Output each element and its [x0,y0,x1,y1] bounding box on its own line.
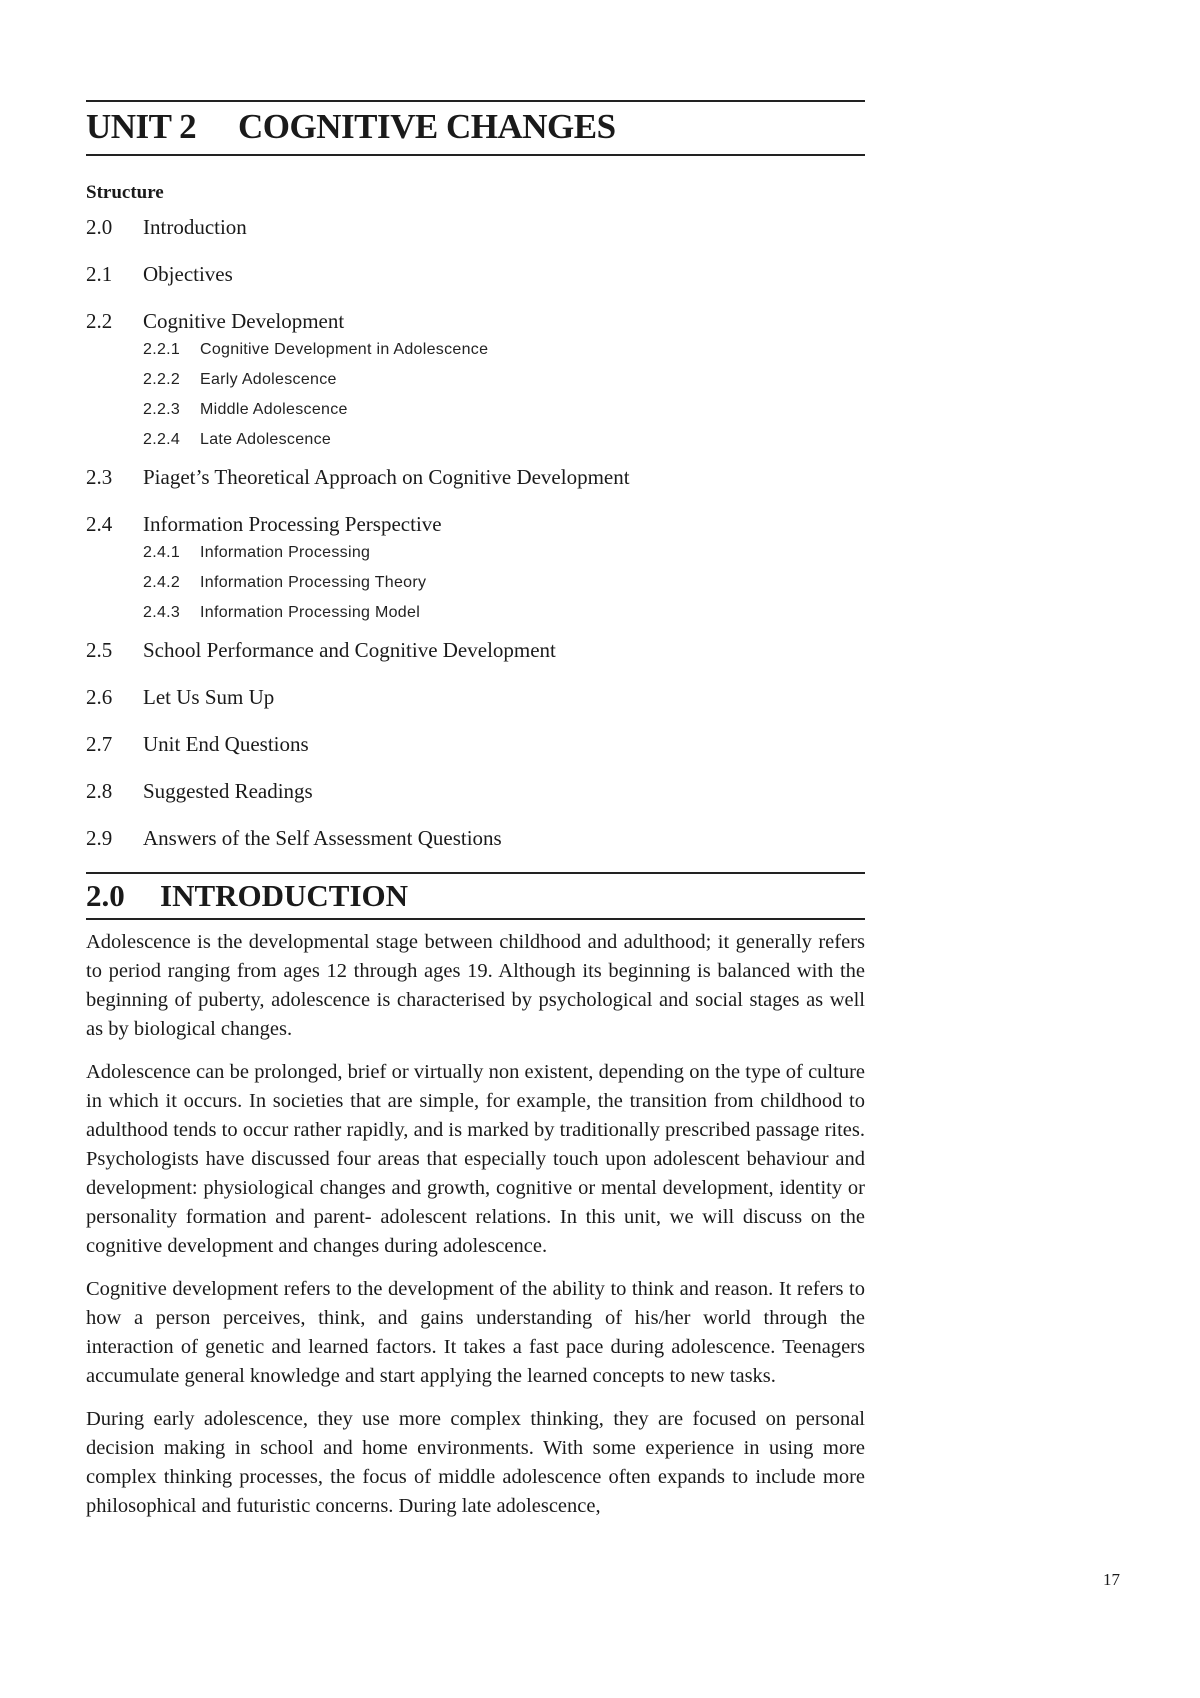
toc-subitem-label: Cognitive Development in Adolescence [200,341,489,358]
paragraph: Cognitive development refers to the development of the ability to think and reason. It refers to how a person perceives, think, and gains understanding of his/her world through the interaction of genetic and learned factors. It takes a fast pace during adolescence. Teenagers accumulate general knowledge and start applying the learned concepts to new tasks. [86,1278,865,1387]
toc-item-label: Introduction [143,215,247,239]
unit-label: UNIT 2 [86,107,197,146]
unit-title [86,104,865,150]
toc-sublist [86,340,865,450]
toc-item-number: 2.9 [86,826,113,850]
section-title-text: INTRODUCTION [160,878,409,913]
structure-label: Structure [86,182,164,203]
toc-item [86,825,865,851]
toc-subitem [143,430,865,450]
toc-sublist [86,543,865,623]
section-header [86,872,865,920]
toc-item [86,637,865,663]
toc-subitem [143,340,865,360]
unit-title-text: COGNITIVE CHANGES [238,107,616,146]
toc-item-number: 2.5 [86,638,113,662]
toc-item-number: 2.2 [86,309,113,333]
toc-item-number: 2.8 [86,779,113,803]
toc-subitem-number: 2.2.4 [143,431,181,448]
toc-item [86,511,865,623]
toc-subitem-label: Information Processing Theory [200,574,427,591]
unit-header [86,100,865,156]
toc-item-label: Objectives [143,262,233,286]
toc-item-number: 2.4 [86,512,113,536]
toc-subitem-label: Late Adolescence [200,431,332,448]
toc-subitem-label: Information Processing Model [200,604,421,621]
toc-subitem [143,603,865,623]
toc-subitem-number: 2.4.2 [143,574,181,591]
paragraph: Adolescence can be prolonged, brief or virtually non existent, depending on the type of culture in which it occurs. In societies that are simple, for example, the transition from childhood to adulthood tends to occur rather rapidly, and is marked by traditionally prescribed passage rites. Psychologists have discussed four areas that especially touch upon adolescent behaviour and development: physiological changes and growth, cognitive or mental development, identity or personality formation and parent- adolescent relations. In this unit, we will discuss on the cognitive development and changes during adolescence. [86,1061,865,1257]
toc-item-number: 2.7 [86,732,113,756]
toc-subitem-number: 2.4.1 [143,544,181,561]
toc-item [86,684,865,710]
toc-item-label: Cognitive Development [143,309,345,333]
toc-subitem-number: 2.2.2 [143,371,181,388]
toc-item-label: Let Us Sum Up [143,685,275,709]
toc-item-number: 2.6 [86,685,113,709]
toc-item-number: 2.1 [86,262,113,286]
toc-item-number: 2.0 [86,215,113,239]
toc-item [86,308,865,450]
document-page [86,100,865,1535]
toc-item-label: Piaget’s Theoretical Approach on Cognitive Development [143,465,630,489]
toc-subitem-label: Early Adolescence [200,371,337,388]
introduction-body [86,928,865,1521]
toc-subitem-number: 2.2.1 [143,341,181,358]
toc-subitem [143,573,865,593]
section-title [86,876,865,916]
toc-item-label: Answers of the Self Assessment Questions [143,826,502,850]
toc-item-number: 2.3 [86,465,113,489]
toc-item-label: Unit End Questions [143,732,309,756]
page-number: 17 [1103,1570,1120,1589]
toc-item [86,261,865,287]
toc-item [86,731,865,757]
toc-subitem-number: 2.4.3 [143,604,181,621]
toc-subitem-label: Information Processing [200,544,371,561]
toc-item-label: Information Processing Perspective [143,512,442,536]
toc-subitem-number: 2.2.3 [143,401,181,418]
section-number: 2.0 [86,878,125,913]
toc-item-label: School Performance and Cognitive Development [143,638,556,662]
table-of-contents [86,214,865,851]
toc-item-label: Suggested Readings [143,779,313,803]
paragraph: During early adolescence, they use more complex thinking, they are focused on personal decision making in school and home environments. With some experience in using more complex thinking processes, the focus of middle adolescence often expands to include more philosophical and futuristic concerns. During late adolescence, [86,1408,865,1517]
toc-subitem-label: Middle Adolescence [200,401,348,418]
toc-subitem [143,543,865,563]
toc-subitem [143,400,865,420]
paragraph: Adolescence is the developmental stage between childhood and adulthood; it generally refers to period ranging from ages 12 through ages 19. Although its beginning is balanced with the beginning of puberty, adolescence is characterised by psychological and social stages as well as by biological changes. [86,931,865,1040]
toc-item [86,464,865,490]
toc-item [86,214,865,240]
toc-item [86,778,865,804]
toc-subitem [143,370,865,390]
